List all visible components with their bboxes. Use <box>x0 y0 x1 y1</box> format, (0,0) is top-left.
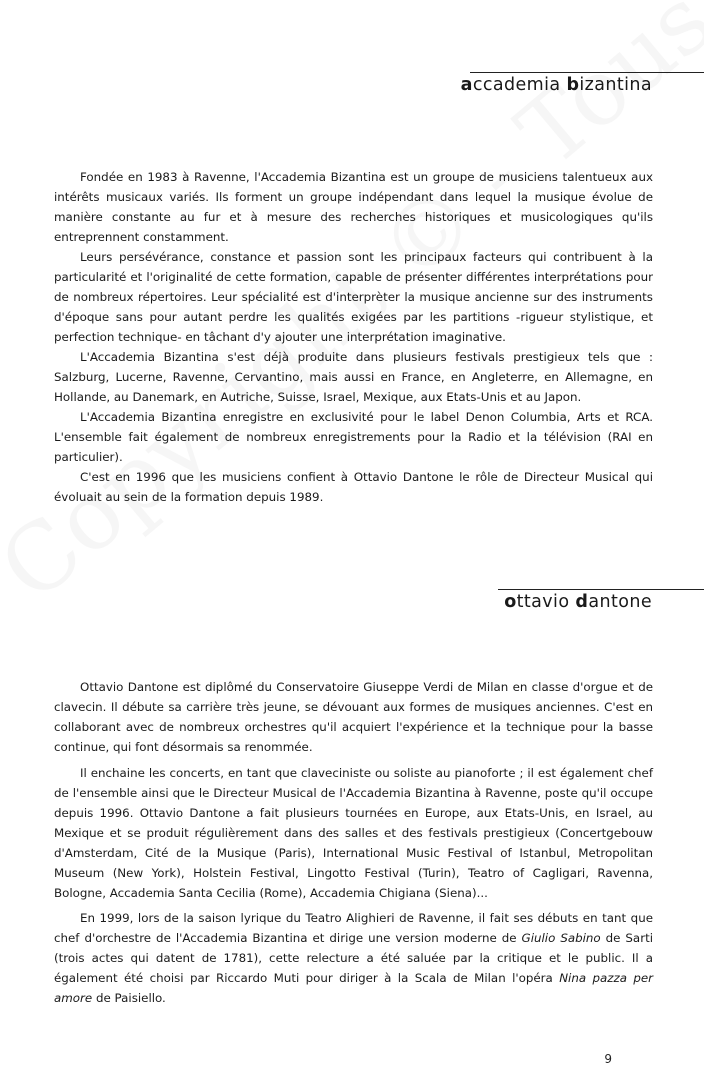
paragraph-text: En 1999, lors de la saison lyrique du Teatro Alighieri de Ravenne, il fait ses débuts en tant que chef d'orchestre de l'Accademia Bizantina et dirige une version moderne de <box>54 911 653 946</box>
paragraph <box>54 909 653 1009</box>
paragraph-text: de Paisiello. <box>92 991 166 1006</box>
section-body-dantone <box>54 678 653 1009</box>
section-title-ottavio-dantone <box>504 592 652 612</box>
title-text: ttavio <box>516 592 576 612</box>
opera-title: Giulio Sabino <box>521 931 601 946</box>
section-rule-dantone <box>498 589 704 590</box>
paragraph: L'Accademia Bizantina enregistre en exclusivité pour le label Denon Columbia, Arts et RCA. L'ensemble fait également de nombreux enregistrements pour la Radio et la télévision (RAI en particulier). <box>54 409 653 464</box>
paragraph: Leurs persévérance, constance et passion sont les principaux facteurs qui contribuent à la particularité et l'originalité de cette formation, capable de présenter différentes interprétations pour de nombreux répertoires. Leur spécialité est d'interprèter la musique ancienne sur des instruments d'époque sans pour autant perdre les qualités exigées par les partitions -rigueur stylistique, et perfection technique- en tâchant d'y ajouter une interprétation imaginative. <box>54 249 653 344</box>
paragraph: Fondée en 1983 à Ravenne, l'Accademia Bizantina est un groupe de musiciens talentueux aux intérêts musicaux variés. Ils forment un groupe indépendant dans lequel la musique évolue de manière constante au fur et à mesure des recherches historiques et musicologiques qu'ils entreprennent constamment. <box>54 170 653 244</box>
page-number: 9 <box>604 1052 612 1066</box>
title-initial: b <box>566 75 580 95</box>
opera-title: Nina pazza per amore <box>54 971 653 1006</box>
title-initial: d <box>575 592 589 612</box>
title-text: antone <box>588 592 652 612</box>
section-title-accademia-bizantina <box>461 75 652 95</box>
title-text: izantina <box>579 75 652 95</box>
title-initial: o <box>504 592 517 612</box>
section-body-accademia <box>54 168 653 508</box>
section-rule-accademia <box>470 72 704 73</box>
paragraph-text: de Sarti (trois actes qui datent de 1781), cette relecture a été saluée par la critique et le public. Il a également été choisi par Riccardo Muti pour diriger à la Scala de Milan l'opéra <box>54 931 653 986</box>
paragraph: L'Accademia Bizantina s'est déjà produite dans plusieurs festivals prestigieux tels que : Salzburg, Lucerne, Ravenne, Cervantino, mais aussi en France, en Angleterre, en Allemagne, en Hollande, au Danemark, en Autriche, Suisse, Israel, Mexique, aux Etats-Unis et au Japon. <box>54 349 653 404</box>
title-initial: a <box>460 75 473 95</box>
paragraph: Ottavio Dantone est diplômé du Conservatoire Giuseppe Verdi de Milan en classe d'orgue et de clavecin. Il débute sa carrière très jeune, se dévouant aux formes de musiques anciennes. C'est en collaborant avec de nombreux orchestres qu'il acquiert l'expérience et la technique pour la basse continue, qui font désormais sa renommée. <box>54 680 653 754</box>
title-text: ccademia <box>472 75 567 95</box>
paragraph: Il enchaine les concerts, en tant que claveciniste ou soliste au pianoforte ; il est également chef de l'ensemble ainsi que le Directeur Musical de l'Accademia Bizantina à Ravenne, poste qu'il occupe depuis 1996. Ottavio Dantone a fait plusieurs tournées en Europe, aux Etats-Unis, en Israel, au Mexique et se produit régulièrement dans des salles et des festivals prestigieux (Concertgebouw d'Amsterdam, Cité de la Musique (Paris), International Music Festival of Istanbul, Metropolitan Museum (New York), Holstein Festival, Lingotto Festival (Turin), Teatro of Cagligari, Ravenna, Bologne, Accademia Santa Cecilia (Rome), Accademia Chigiana (Siena)... <box>54 765 653 900</box>
paragraph: C'est en 1996 que les musiciens confient à Ottavio Dantone le rôle de Directeur Musical qui évoluait au sein de la formation depuis 1989. <box>54 469 653 504</box>
